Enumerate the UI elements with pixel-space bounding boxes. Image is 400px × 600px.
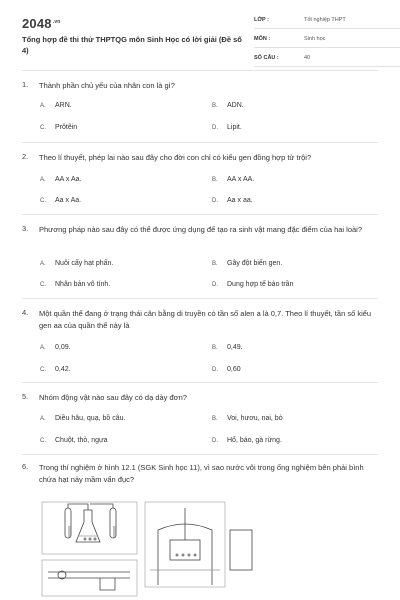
answer-option[interactable]: C. Chuột, thỏ, ngựa (40, 437, 108, 444)
document-title: Tổng hợp đề thi thử THPTQG môn Sinh Học có lời giải (Đề số 4) (22, 35, 242, 55)
question-text: Thành phần chủ yếu của nhân con là gì? (39, 81, 175, 90)
answer-option[interactable]: A. 0,09. (40, 344, 71, 351)
question-number: 4. (22, 308, 29, 317)
experiment-diagram (40, 500, 270, 600)
divider (22, 142, 378, 143)
meta-subject-label: MÔN : (254, 36, 271, 42)
question-number: 3. (22, 224, 29, 233)
answer-option[interactable]: D. 0,60 (212, 366, 241, 373)
answer-option[interactable]: C. Prôtêin (40, 124, 78, 131)
answer-option[interactable]: B. ADN. (212, 102, 244, 109)
divider (22, 298, 378, 299)
meta-count-row (254, 52, 400, 67)
answer-option[interactable]: C. 0,42. (40, 366, 71, 373)
question-text: Nhóm động vật nào sau đây có dạ dày đơn? (39, 393, 187, 402)
answer-option[interactable]: C. Aa x Aa. (40, 197, 82, 204)
answer-option[interactable]: D. Lipit. (212, 124, 242, 131)
answer-option[interactable]: A. Diều hâu, quạ, bồ câu. (40, 415, 126, 422)
answer-option[interactable]: D. Dung hợp tế bào trần (212, 281, 294, 288)
answer-option[interactable]: D. Aa x aa. (212, 197, 253, 204)
meta-count-value: 40 (304, 55, 311, 61)
meta-subject-value: Sinh học (304, 36, 326, 42)
answer-option[interactable]: A. Nuôi cấy hạt phấn. (40, 260, 114, 267)
meta-class-row (254, 14, 400, 29)
document-meta (254, 14, 400, 71)
document-header (22, 14, 382, 60)
answer-option[interactable]: B. Gây đột biến gen. (212, 260, 283, 267)
meta-class-value: Tốt nghiệp THPT (304, 17, 346, 23)
divider (22, 214, 378, 215)
answer-option[interactable]: D. Hổ, báo, gà rừng. (212, 437, 282, 444)
question-text: Trong thí nghiệm ở hình 12.1 (SGK Sinh học 11), vì sao nước vôi trong ống nghiệm bên phải bình chứa hạt nảy mầm vẩn đục? (39, 463, 364, 484)
answer-option[interactable]: B. 0,49. (212, 344, 243, 351)
answer-option[interactable]: B. Voi, hươu, nai, bò (212, 415, 283, 422)
question-number: 1. (22, 80, 29, 89)
question-number: 5. (22, 392, 29, 401)
meta-count-label: SỐ CÂU : (254, 55, 279, 61)
question-text: Một quần thể đang ở trạng thái cân bằng di truyền có tần số alen a là 0,7. Theo lí thuyết, tần số kiểu gen aa của quần thể này là (39, 309, 372, 330)
divider (22, 382, 378, 383)
meta-subject-row (254, 33, 400, 48)
meta-class-label: LỚP : (254, 17, 269, 23)
question-number: 2. (22, 152, 29, 161)
divider (22, 454, 378, 455)
question-text: Phương pháp nào sau đây có thể được ứng dụng để tạo ra sinh vật mang đặc điểm của hai loài? (39, 225, 363, 234)
answer-option[interactable]: A. ARN. (40, 102, 72, 109)
question-number: 6. (22, 462, 29, 471)
divider (22, 70, 378, 71)
question-text: Theo lí thuyết, phép lai nào sau đây cho đời con chỉ có kiểu gen đồng hợp tử trội? (39, 153, 312, 162)
answer-option[interactable]: C. Nhân bản vô tính. (40, 281, 111, 288)
site-logo[interactable]: $2048^{.vn}$ (22, 16, 61, 31)
answer-option[interactable]: B. AA x AA. (212, 176, 255, 183)
answer-option[interactable]: A. AA x Aa. (40, 176, 82, 183)
